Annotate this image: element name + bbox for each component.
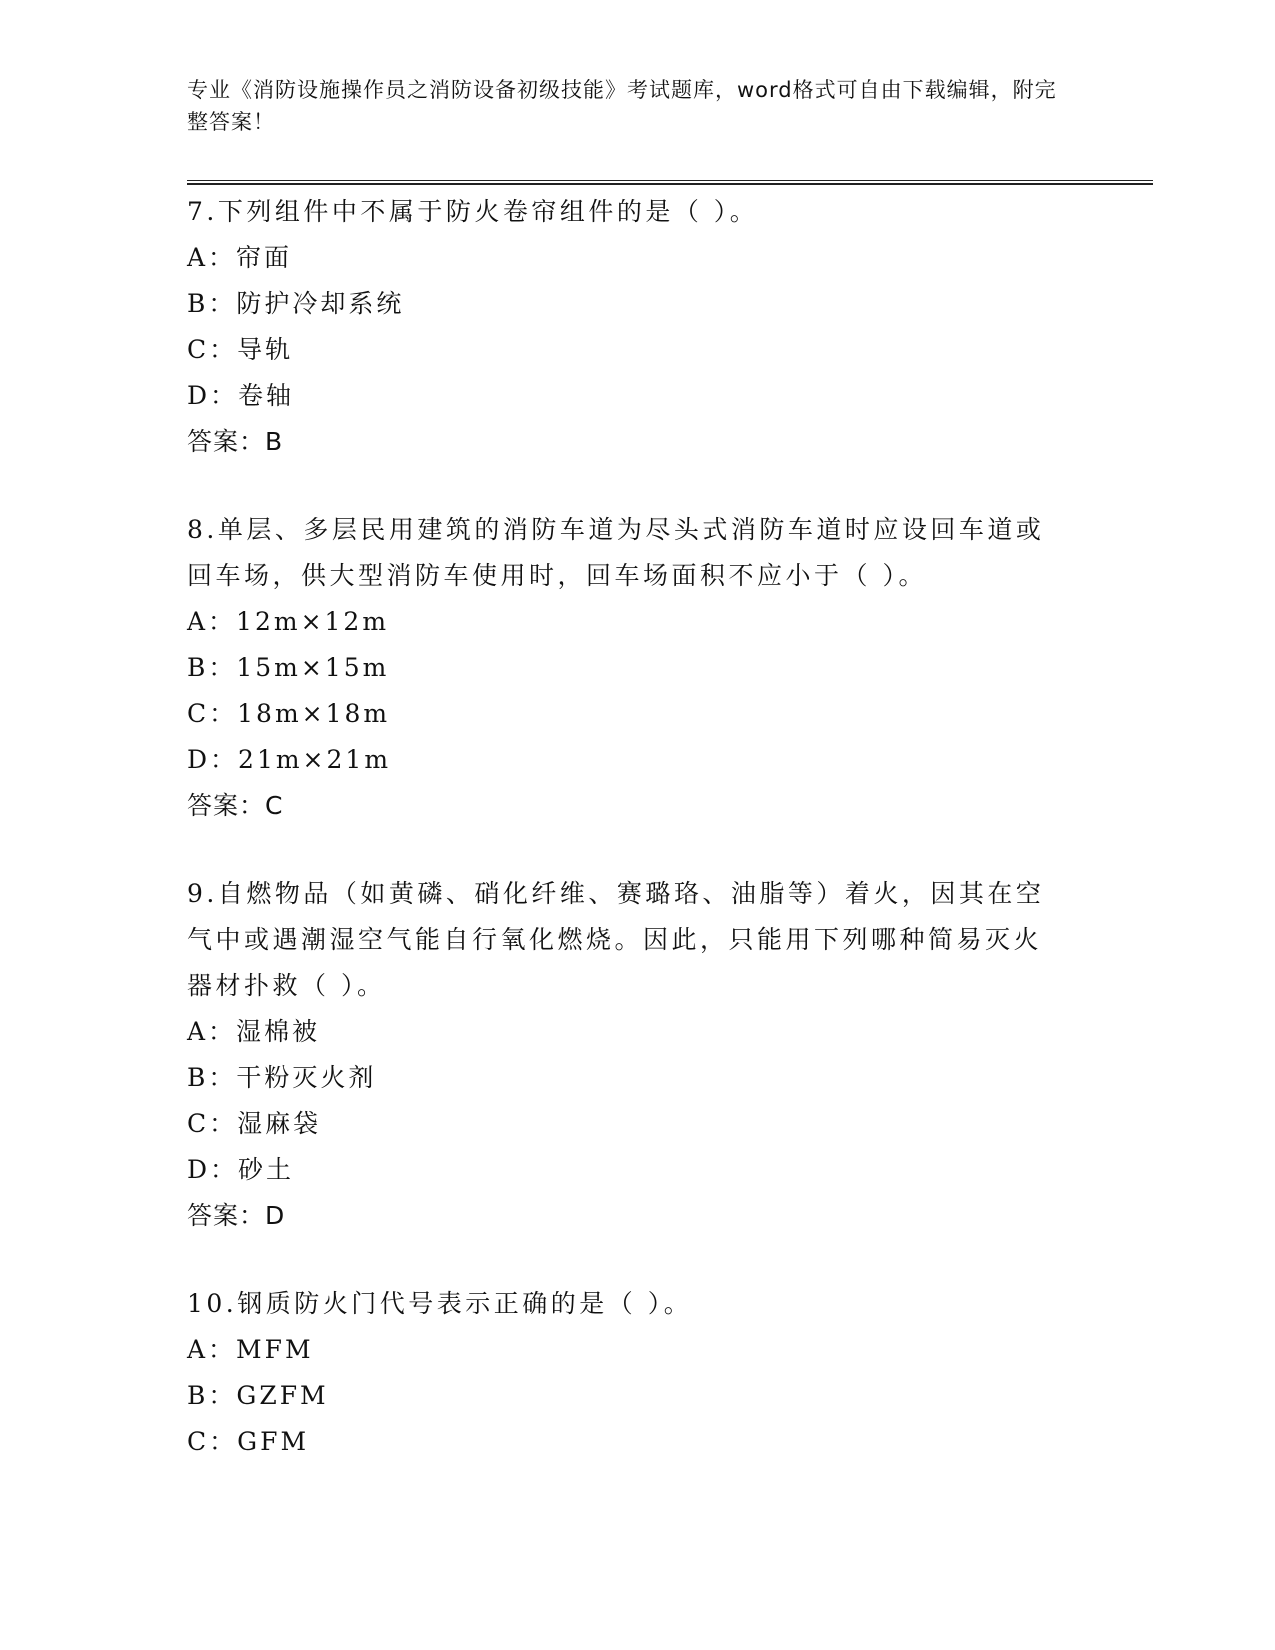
question-stem: 8.单层、多层民用建筑的消防车道为尽头式消防车道时应设回车道或回车场，供大型消防车使用时，回车场面积不应小于（ ）。 [187, 515, 1045, 590]
option-b: B：干粉灭火剂 [187, 1063, 377, 1092]
answer: 答案：D [187, 1201, 286, 1230]
header-divider-thick [187, 183, 1153, 185]
answer: 答案：B [187, 427, 284, 456]
question-stem: 10.钢质防火门代号表示正确的是（ ）。 [187, 1289, 693, 1318]
option-b: B：GZFM [187, 1381, 329, 1410]
option-b: B：15m×15m [187, 653, 390, 682]
document-header: 专业《消防设施操作员之消防设备初级技能》考试题库，word格式可自由下载编辑，附完整答案！ [187, 78, 1057, 134]
option-a: A：12m×12m [187, 607, 390, 636]
question-9 [187, 871, 1067, 1239]
option-d: D：21m×21m [187, 745, 392, 774]
answer: 答案：C [187, 791, 284, 820]
question-list [187, 189, 1067, 1507]
option-a: A：帘面 [187, 243, 293, 272]
option-a: A：MFM [187, 1335, 314, 1364]
question-10 [187, 1281, 1067, 1465]
question-stem: 7.下列组件中不属于防火卷帘组件的是（ ）。 [187, 197, 759, 226]
option-d: D：卷轴 [187, 381, 295, 410]
question-7 [187, 189, 1067, 465]
option-c: C：18m×18m [187, 699, 391, 728]
option-c: C：导轨 [187, 335, 294, 364]
option-b: B：防护冷却系统 [187, 289, 405, 318]
question-stem: 9.自燃物品（如黄磷、硝化纤维、赛璐珞、油脂等）着火，因其在空气中或遇潮湿空气能自行氧化燃烧。因此，只能用下列哪种简易灭火器材扑救（ ）。 [187, 879, 1045, 1000]
option-a: A：湿棉被 [187, 1017, 321, 1046]
option-c: C：GFM [187, 1427, 310, 1456]
option-d: D：砂土 [187, 1155, 295, 1184]
question-8 [187, 507, 1067, 829]
option-c: C：湿麻袋 [187, 1109, 322, 1138]
header-divider-thin [187, 180, 1153, 181]
